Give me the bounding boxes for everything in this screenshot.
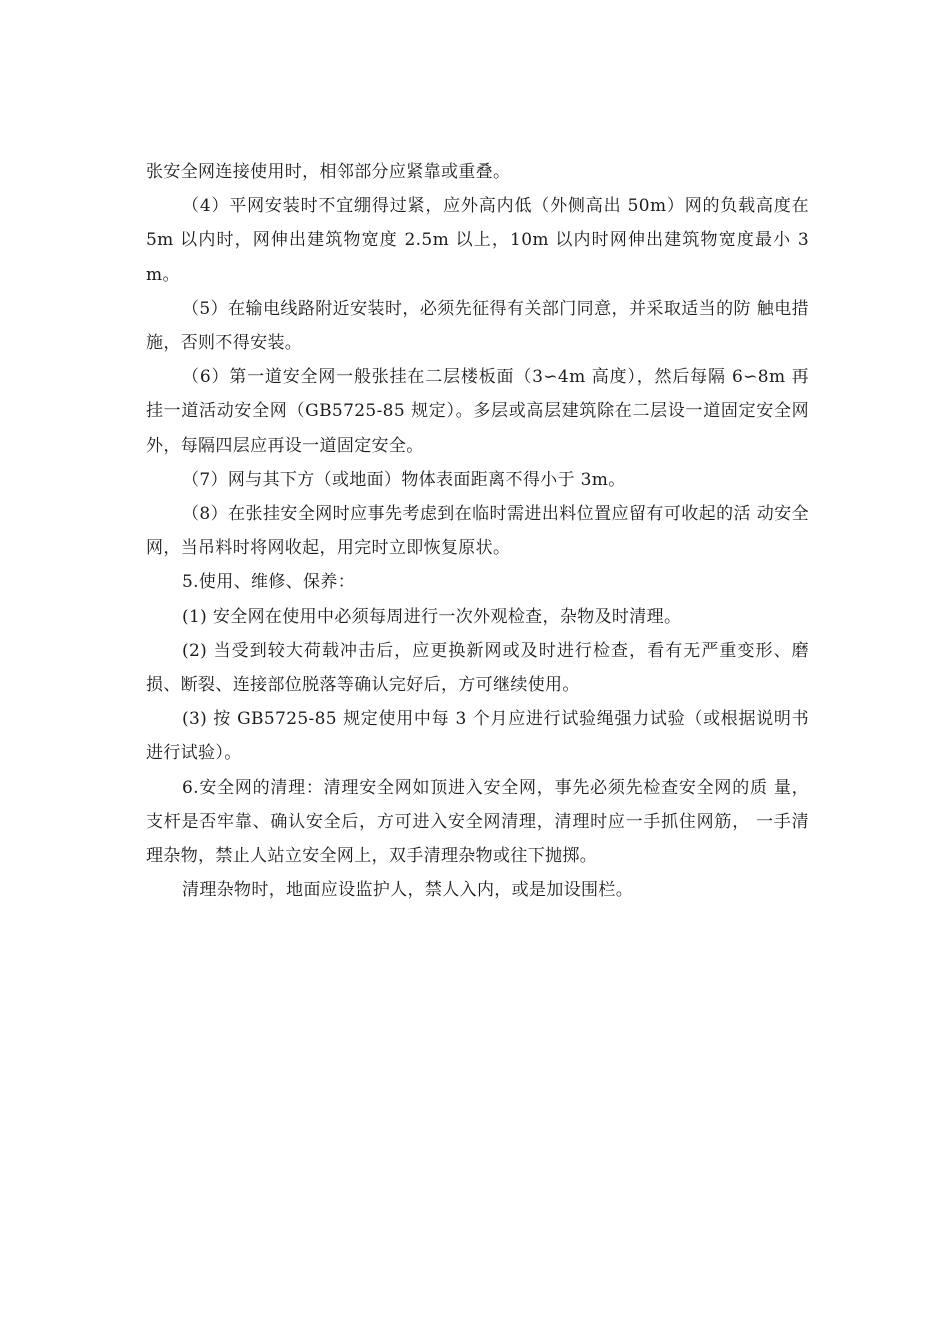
paragraph-item-7: （7）网与其下方（或地面）物体表面距离不得小于 3m。 (182, 469, 626, 490)
paragraph-cleaning-note: 清理杂物时，地面应设监护人，禁人入内，或是加设围栏。 (182, 880, 634, 901)
paragraph-item-5: （5）在输电线路附近安装时，必须先征得有关部门同意，并采取适当的防 触电措施，否则不得安装。 (146, 298, 809, 354)
paragraph-usage-2: (2) 当受到较大荷载冲击后，应更换新网或及时进行检查，看有无严重变形、磨损、断裂、连接部位脱落等确认完好后，方可继续使用。 (146, 640, 809, 696)
paragraph-item-8: （8）在张挂安全网时应事先考虑到在临时需进出料位置应留有可收起的活 动安全网，当吊料时将网收起，用完时立即恢复原状。 (146, 504, 809, 559)
paragraph-usage-1: (1) 安全网在使用中必须每周进行一次外观检查，杂物及时清理。 (182, 606, 682, 627)
paragraph-item-4: （4）平网安装时不宜绷得过紧，应外高内低（外侧高出 50m）网的负载高度在 5m 以内时，网伸出建筑物宽度 2.5m 以上，10m 以内时网伸出建筑物宽度最小 3m。 (146, 196, 809, 285)
paragraph-item-6: （6）第一道安全网一般张挂在二层楼板面（3∽4m 高度），然后每隔 6∽8m 再挂一道活动安全网（GB5725-85 规定）。多层或高层建筑除在二层设一道固定安全网外，每隔四层应再设一道固定安全。 (146, 367, 809, 456)
document-body (146, 155, 809, 907)
paragraph-continuation: 张安全网连接使用时，相邻部分应紧靠或重叠。 (146, 162, 511, 182)
section-cleaning: 6.安全网的清理：清理安全网如顶进入安全网，事先必须先检查安全网的质 量，支杆是否牢靠、确认安全后，方可进入安全网清理，清理时应一手抓住网筋， 一手清理杂物，禁止人站立安全网上，双手清理杂物或往下抛掷。 (146, 777, 809, 867)
paragraph-usage-3: (3) 按 GB5725-85 规定使用中每 3 个月应进行试验绳强力试验（或根据说明书进行试验）。 (146, 709, 809, 764)
section-heading-usage: 5.使用、维修、保养： (182, 572, 356, 593)
